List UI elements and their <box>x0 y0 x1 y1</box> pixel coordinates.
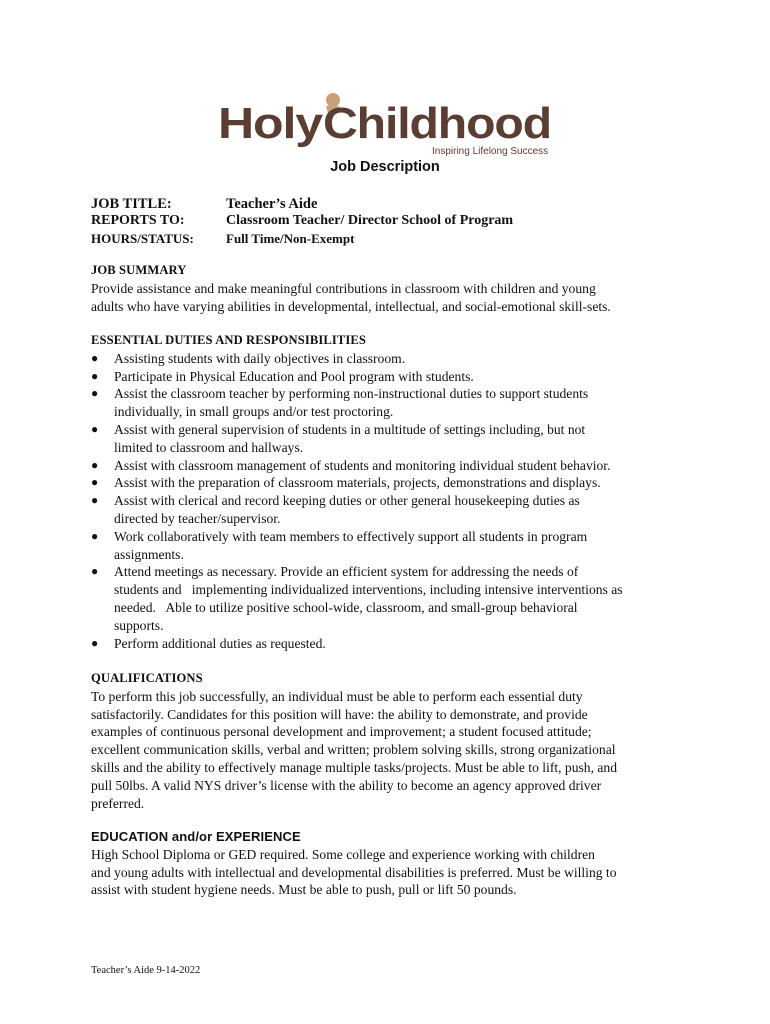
qualifications-line: skills and the ability to effectively manage multiple tasks/projects. Must be able to lift, push, and <box>91 759 618 775</box>
bullet-icon: ● <box>91 457 99 472</box>
hours-status-label: HOURS/STATUS: <box>91 231 194 246</box>
duty-line: Assist with general supervision of students in a multitude of settings including, but not <box>114 421 586 437</box>
qualifications-section <box>91 670 691 812</box>
education-line: and young adults with intellectual and developmental disabilities is preferred. Must be willing to <box>91 864 617 880</box>
duty-line: Participate in Physical Education and Pool program with students. <box>114 368 474 384</box>
duty-line: individually, in small groups and/or test proctoring. <box>114 404 394 420</box>
education-title: EDUCATION and/or EXPERIENCE <box>91 829 301 844</box>
duty-line: Assist with the preparation of classroom materials, projects, demonstrations and displays. <box>114 475 601 491</box>
duties-title: ESSENTIAL DUTIES AND RESPONSIBILITIES <box>91 333 366 347</box>
reports-to-value: Classroom Teacher/ Director School of Program <box>226 213 514 228</box>
qualifications-line: pull 50lbs. A valid NYS driver’s license with the ability to become an agency approved driver <box>91 777 602 793</box>
duty-line: Assist the classroom teacher by performing non-instructional duties to support students <box>114 386 589 402</box>
education-line: High School Diploma or GED required. Some college and experience working with children <box>91 846 595 862</box>
page-footer: Teacher’s Aide 9-14-2022 <box>91 965 201 976</box>
duties-section <box>91 332 691 652</box>
duty-item <box>91 492 691 528</box>
duty-item <box>91 350 691 368</box>
job-title-value: Teacher’s Aide <box>226 196 318 212</box>
logo-tagline: Inspiring Lifelong Success <box>432 146 549 157</box>
duty-line: students and implementing individualized interventions, including intensive interventions as <box>114 582 623 598</box>
duty-line: Assist with clerical and record keeping duties or other general housekeeping duties as <box>114 493 580 509</box>
qualifications-line: To perform this job successfully, an individual must be able to perform each essential duty <box>91 688 583 704</box>
hours-status-value: Full Time/Non-Exempt <box>226 231 355 246</box>
job-title-label: JOB TITLE: <box>91 196 172 212</box>
bullet-icon: ● <box>91 386 99 401</box>
logo-wordmark-childhood: Childhood <box>323 99 551 148</box>
reports-to-label: REPORTS TO: <box>91 213 185 228</box>
duty-line: Assist with classroom management of students and monitoring individual student behavior. <box>114 457 611 473</box>
duty-item <box>91 474 691 492</box>
job-summary-title: JOB SUMMARY <box>91 263 187 277</box>
duty-line: assignments. <box>114 546 184 562</box>
bullet-icon: ● <box>91 350 99 365</box>
logo-wordmark-holy: Holy <box>218 99 324 148</box>
bullet-icon: ● <box>91 368 99 383</box>
bullet-icon: ● <box>91 635 99 650</box>
education-section <box>91 828 691 899</box>
duty-item <box>91 528 691 564</box>
qualifications-title: QUALIFICATIONS <box>91 671 203 685</box>
duty-line: limited to classroom and hallways. <box>114 439 304 455</box>
education-line: assist with student hygiene needs. Must be able to push, pull or lift 50 pounds. <box>91 882 517 898</box>
duty-line: Assisting students with daily objectives in classroom. <box>114 350 406 366</box>
job-summary-line: adults who have varying abilities in developmental, intellectual, and social-emotional skill-sets. <box>91 298 611 314</box>
bullet-icon: ● <box>91 564 99 579</box>
duty-line: Perform additional duties as requested. <box>114 635 326 651</box>
bullet-icon: ● <box>91 493 99 508</box>
bullet-icon: ● <box>91 475 99 490</box>
duty-line: Attend meetings as necessary. Provide an efficient system for addressing the needs of <box>114 564 579 580</box>
qualifications-line: examples of continuous personal development and improvement; a student focused attitude; <box>91 724 592 740</box>
duty-item <box>91 457 691 475</box>
job-summary-section <box>91 262 691 315</box>
duty-line: Work collaboratively with team members to effectively support all students in program <box>114 528 588 544</box>
bullet-icon: ● <box>91 421 99 436</box>
duty-line: directed by teacher/supervisor. <box>114 510 281 526</box>
duty-item <box>91 368 691 386</box>
duty-item <box>91 421 691 457</box>
duty-item <box>91 385 691 421</box>
qualifications-line: satisfactorily. Candidates for this position will have: the ability to demonstrate, and provide <box>91 706 588 722</box>
duty-line: needed. Able to utilize positive school-wide, classroom, and small-group behavioral <box>114 599 578 615</box>
bullet-icon: ● <box>91 528 99 543</box>
duty-line: supports. <box>114 617 164 633</box>
job-summary-line: Provide assistance and make meaningful contributions in classroom with children and young <box>91 280 596 296</box>
qualifications-line: excellent communication skills, verbal and written; problem solving skills, strong organizational <box>91 742 616 758</box>
duty-item <box>91 563 691 634</box>
duty-item <box>91 635 691 653</box>
duties-list <box>91 350 691 653</box>
holy-childhood-logo <box>218 92 553 158</box>
document-heading: Job Description <box>330 159 440 175</box>
qualifications-line: preferred. <box>91 795 145 811</box>
